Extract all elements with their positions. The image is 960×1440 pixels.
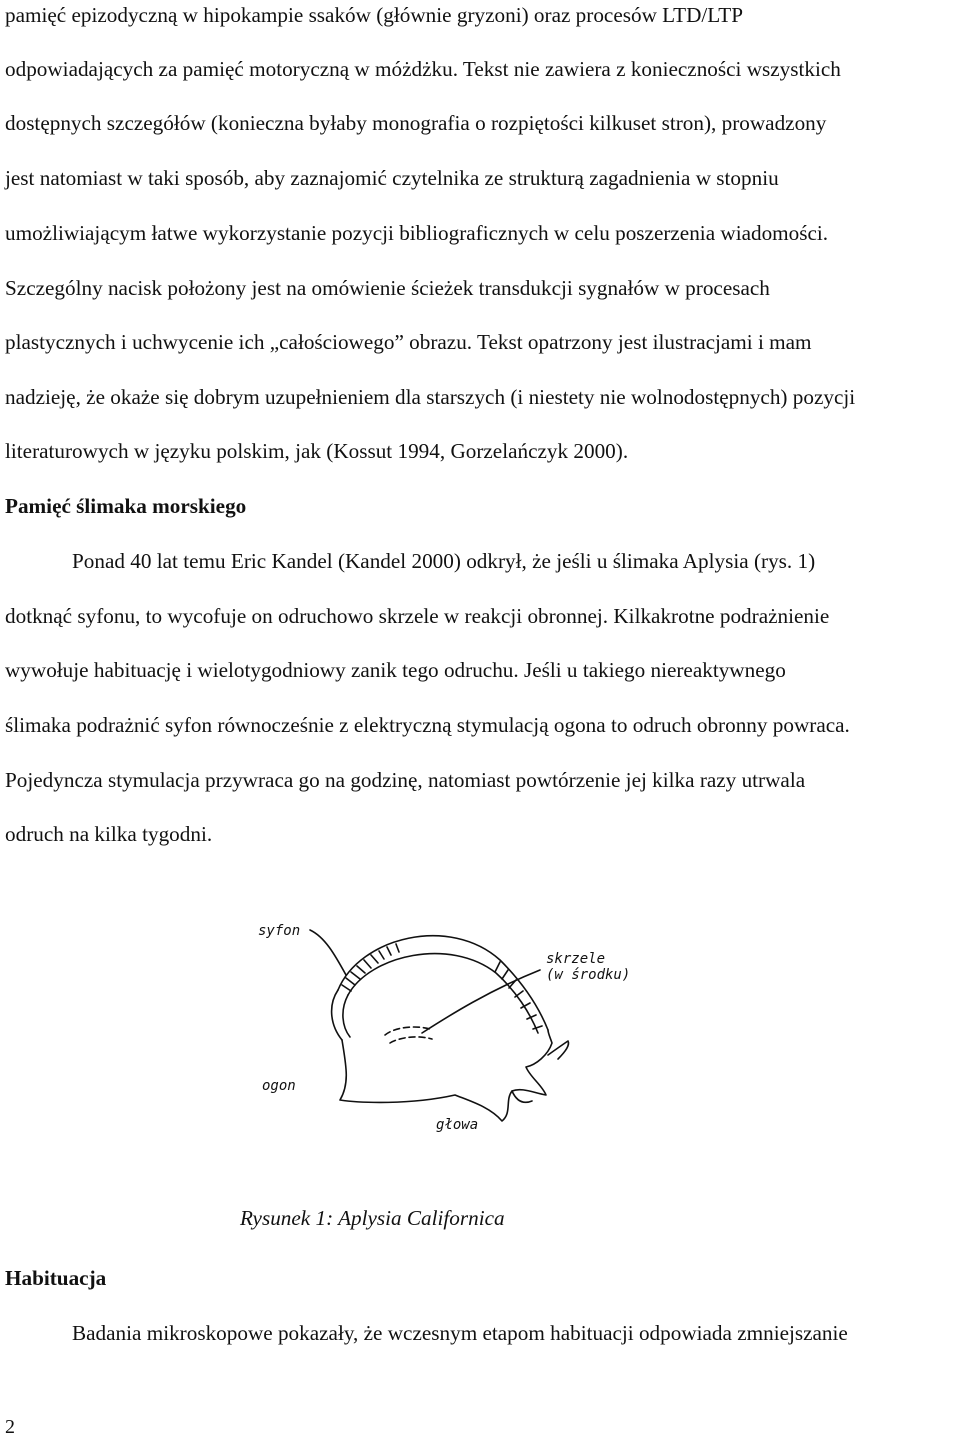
skrzele-leader xyxy=(422,970,540,1033)
text-line: dotknąć syfonu, to wycofuje on odruchowo skrzele w reakcji obronnej. Kilkakrotne podrażnienie xyxy=(5,604,830,628)
text-line: Szczególny nacisk położony jest na omówienie ścieżek transdukcji sygnałów w procesach xyxy=(5,276,770,300)
figure-label-glowa: głowa xyxy=(436,1117,479,1133)
text-line: odruch na kilka tygodni. xyxy=(5,822,213,846)
text-line: umożliwiającym łatwe wykorzystanie pozycji bibliograficznych w celu poszerzenia wiadomości. xyxy=(5,221,829,245)
section-heading: Habituacja xyxy=(5,1266,107,1290)
text-line: Pojedyncza stymulacja przywraca go na godzinę, natomiast powtórzenie jej kilka razy utrwala xyxy=(5,768,806,792)
text-line: jest natomiast w taki sposób, aby zaznajomić czytelnika ze strukturą zagadnienia w stopniu xyxy=(5,166,779,190)
text-line: wywołuje habituację i wielotygodniowy zanik tego odruchu. Jeśli u takiego niereaktywnego xyxy=(5,658,786,682)
figure-caption: Rysunek 1: Aplysia Californica xyxy=(240,1206,505,1230)
page-number: 2 xyxy=(5,1416,15,1438)
text-line: nadzieję, że okaże się dobrym uzupełnieniem dla starszych (i niestety nie wolnodostępnych) pozycji xyxy=(5,385,856,409)
aplysia-figure xyxy=(250,915,650,1140)
gill-outline xyxy=(385,1027,432,1043)
siphon-outline xyxy=(332,990,350,1040)
text-line: ślimaka podrażnić syfon równocześnie z elektryczną stymulacją ogona to odruch obronny powraca. xyxy=(5,713,850,737)
mantle-inner-outline xyxy=(348,954,538,1033)
figure-label-syfon: syfon xyxy=(258,923,301,939)
head-outline xyxy=(512,1091,532,1102)
text-line: pamięć epizodyczną w hipokampie ssaków (głównie gryzoni) oraz procesów LTD/LTP xyxy=(5,3,744,27)
section-heading: Pamięć ślimaka morskiego xyxy=(5,494,247,518)
text-line: Badania mikroskopowe pokazały, że wczesnym etapom habituacji odpowiada zmniejszanie xyxy=(72,1321,848,1345)
text-line: dostępnych szczegółów (konieczna byłaby monografia o rozpiętości kilkuset stron), prowadzony xyxy=(5,111,827,135)
body-outline xyxy=(340,1030,552,1121)
figure-label-skrzele-detail: (w środku) xyxy=(546,967,631,983)
text-line: plastycznych i uchwycenie ich „całościowego” obrazu. Tekst opatrzony jest ilustracjami i mam xyxy=(5,330,812,354)
text-line: literaturowych w języku polskim, jak (Kossut 1994, Gorzelańczyk 2000). xyxy=(5,439,629,463)
mantle-outer-outline xyxy=(338,936,548,1030)
figure-label-skrzele: skrzele xyxy=(546,951,606,967)
mantle-hatching xyxy=(342,944,542,1029)
syfon-leader xyxy=(310,930,346,975)
figure-label-ogon: ogon xyxy=(262,1078,296,1094)
text-line: Ponad 40 lat temu Eric Kandel (Kandel 2000) odkrył, że jeśli u ślimaka Aplysia (rys. 1) xyxy=(72,549,816,573)
text-line: odpowiadających za pamięć motoryczną w móżdżku. Tekst nie zawiera z konieczności wszystkich xyxy=(5,57,841,81)
